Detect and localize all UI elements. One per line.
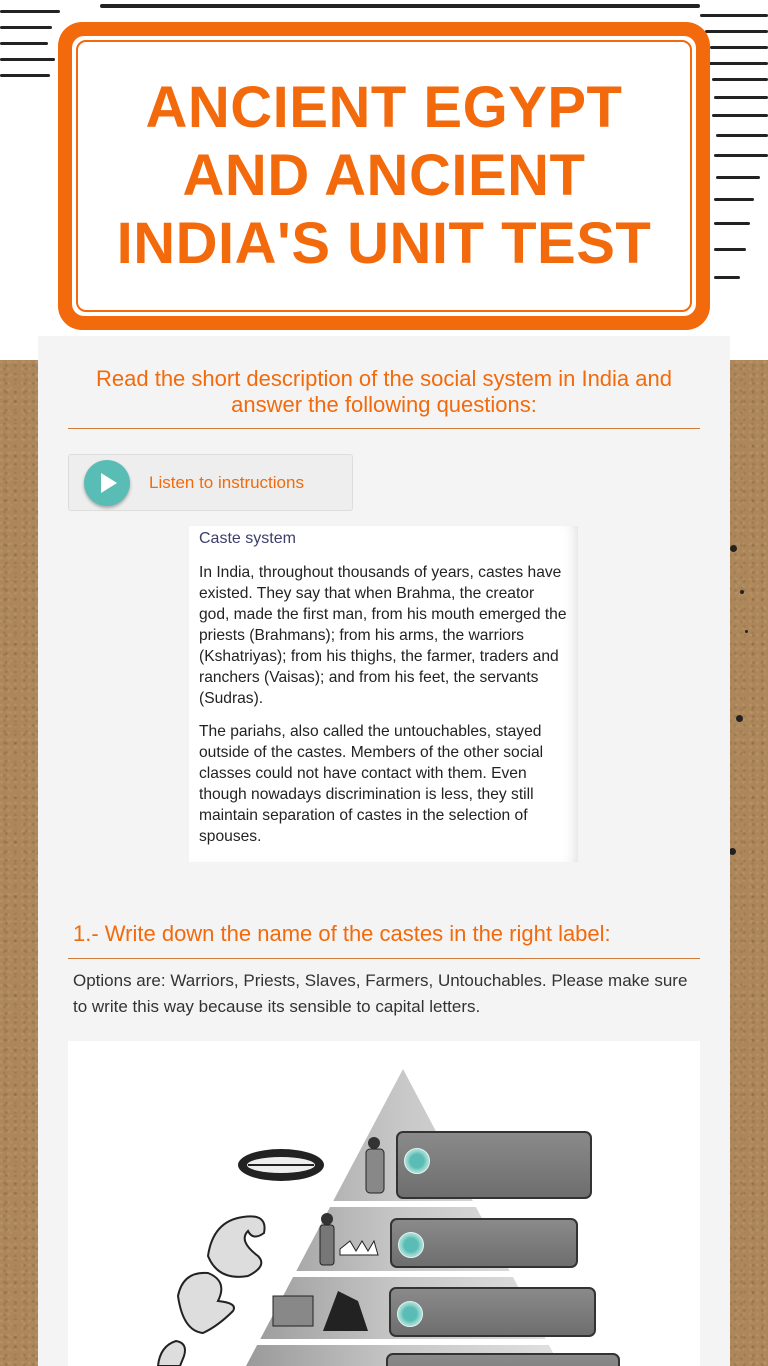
mouth-icon	[238, 1149, 324, 1181]
answer-marker-icon	[398, 1232, 424, 1258]
reading-paragraph-1: In India, throughout thousands of years, castes have existed. They say that when Brahma, the creator god, made the first man, from his mouth emerged the priests (Brahmans); from his arms, the warriors (Kshatriyas); from his thighs, the farmer, traders and ranchers (Vaisas); and from his feet, the servants (Sudras).	[199, 564, 567, 707]
reading-title: Caste system	[199, 530, 296, 547]
question-1-options: Options are: Warriors, Priests, Slaves, Farmers, Untouchables. Please make sure to write this way because its sensible to capital letters.	[73, 971, 688, 1016]
reading-paragraph-2: The pariahs, also called the untouchables, stayed outside of the castes. Members of the other social classes could not have contact with them. Even though nowadays discrimination is less, they still maintain separation of castes in the selection of spouses.	[199, 723, 544, 845]
arm-icon	[208, 1216, 265, 1277]
caste-answer-box-3[interactable]	[389, 1287, 596, 1337]
play-icon[interactable]	[84, 460, 130, 506]
answer-marker-icon	[404, 1148, 430, 1174]
listen-instructions-button[interactable]	[68, 454, 353, 511]
leg-icon	[178, 1273, 234, 1333]
caste-answer-box-2[interactable]	[390, 1218, 578, 1268]
divider	[68, 958, 700, 959]
question-1-heading: 1.- Write down the name of the castes in the right label:	[73, 921, 611, 946]
foot-icon	[158, 1341, 185, 1366]
answer-marker-icon	[397, 1301, 423, 1327]
caste-answer-box-4[interactable]	[386, 1353, 620, 1366]
reading-passage	[189, 526, 578, 862]
worksheet-panel	[38, 336, 730, 1366]
divider	[68, 428, 700, 429]
caste-pyramid	[68, 1041, 700, 1366]
title-card	[58, 22, 710, 330]
listen-label: Listen to instructions	[149, 473, 304, 492]
caste-answer-box-1[interactable]	[396, 1131, 592, 1199]
pyramid-illustration	[68, 1041, 700, 1366]
intro-heading: Read the short description of the social system in India and answer the following questions:	[96, 366, 672, 417]
header-area	[0, 0, 768, 360]
page-title: ANCIENT EGYPT AND ANCIENT INDIA'S UNIT TEST	[116, 75, 652, 276]
